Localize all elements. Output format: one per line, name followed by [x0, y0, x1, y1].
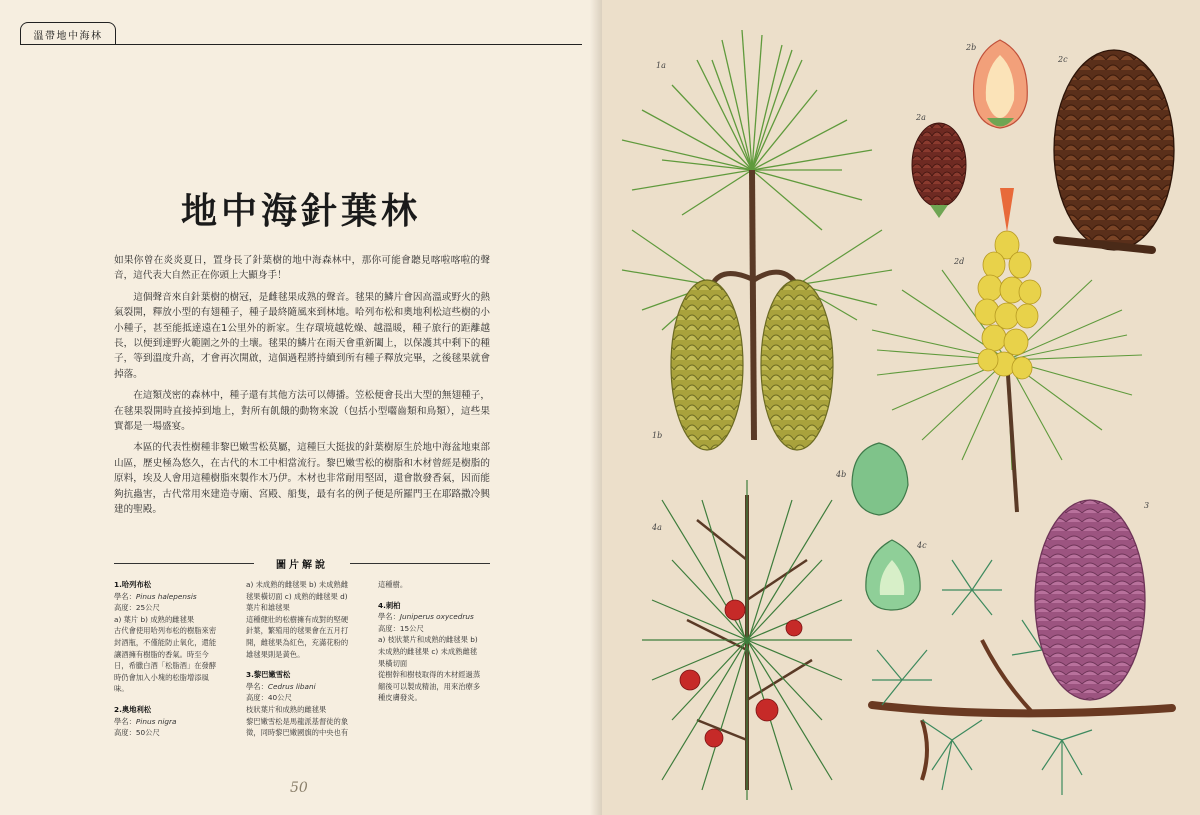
caption-text: 這種健壯的松樹擁有成對的堅硬	[246, 614, 349, 624]
caption-text: 葉片和雄毬果	[246, 603, 290, 613]
plate-2a-cone	[912, 123, 966, 207]
caption-text: 種皮膚發炎。	[378, 693, 422, 703]
caption-column-2	[246, 579, 368, 739]
caption-text: a) 葉片 b) 成熟的雌毬果	[114, 614, 195, 624]
caption-text: 開，雌毬果為紅色，充滿花粉的	[246, 637, 349, 647]
plate-label-4c: 4c	[917, 541, 927, 550]
caption-text: 學名：	[114, 716, 136, 726]
caption-text: 2.奧地利松	[114, 704, 152, 714]
page-number: 50	[290, 780, 308, 796]
plate-label-2c: 2c	[1058, 55, 1068, 64]
caption-text: 果橫切面	[378, 658, 408, 668]
plate-2b-cross-section	[974, 40, 1028, 128]
plate-label-2d: 2d	[954, 257, 965, 266]
plate-4b-cone	[852, 443, 908, 515]
caption-heading-label: 圖片解說	[276, 560, 328, 571]
caption-text: 讓酒擁有樹脂的香氣。時至今	[114, 649, 209, 659]
plate-2d-red-tip	[1000, 188, 1014, 232]
caption-text: 餾後可以製成精油，用來治療多	[378, 681, 481, 691]
caption-line	[114, 672, 236, 684]
caption-text: 高度：15公尺	[378, 623, 424, 633]
body-paragraph-2: 這個聲音來自針葉樹的樹冠，是雌毬果成熟的聲音。毬果的鱗片會因高溫或野火的熱氣裂開，釋放小型的有翅種子，種子最終隨風來到林地。哈列布松和奧地利松這些樹的小小種子，甚至能抵達遠在1公里外的新家。生存環境越乾燥、越溫暖，種子旅行的距離越長，以便到達野火範圍之外的土壤。毬果的鱗片在雨天會重新闔上，以保護其中剩下的種子，等到溫度升高，才會再次開啟，這個過程將持續到所有種子釋放完畢，之後毬果就會掉落。	[114, 291, 490, 380]
caption-line	[114, 637, 236, 649]
caption-text: 學名：	[378, 612, 400, 622]
caption-text: 雄毬果則是黃色。	[246, 649, 305, 659]
chapter-tab: 溫帶地中海林	[20, 22, 116, 45]
caption-scientific-name: Cedrus libani	[267, 681, 316, 691]
caption-line	[114, 683, 236, 695]
page-title: 地中海針葉林	[180, 190, 421, 232]
body-paragraph-1: 如果你曾在炎炎夏日，置身長了針葉樹的地中海森林中，那你可能會聽見喀啦喀啦的聲音，這代表大自然正在你頭上大顯身手！	[114, 255, 490, 282]
caption-line	[246, 727, 368, 739]
plate-3-cedar-cone	[1035, 500, 1145, 700]
plate-2a-stem	[930, 205, 948, 218]
caption-text: a) 枝狀葉片和成熟的雌毬果 b)	[378, 635, 478, 645]
body-text	[114, 253, 490, 524]
caption-species-heading	[246, 669, 368, 681]
caption-scientific-name: Juniperus oxycedrus	[399, 612, 474, 622]
caption-line	[378, 669, 490, 681]
caption-line	[378, 623, 490, 635]
plate-label-2b: 2b	[966, 43, 977, 52]
plate-1a-needles	[622, 30, 872, 230]
plate-1b-cone-right	[761, 280, 833, 450]
caption-line	[246, 692, 368, 704]
plate-2d-stem	[1007, 360, 1017, 512]
caption-text: 學名：	[246, 681, 268, 691]
plate-label-4b: 4b	[836, 470, 847, 479]
caption-text: 枝狀葉片和成熟的雌毬果	[246, 704, 327, 714]
caption-text: 徵，同時黎巴嫩國旗的中央也有	[246, 728, 349, 738]
caption-species-heading	[114, 579, 236, 591]
caption-text: 針葉，繁殖用的毬果會在五月打	[246, 626, 349, 636]
caption-line	[378, 611, 490, 623]
caption-text: 未成熟的雌毬果 c) 未成熟雌毬	[378, 646, 478, 656]
caption-line	[114, 716, 236, 728]
caption-line	[246, 637, 368, 649]
caption-line	[114, 727, 236, 739]
plate-2d-pollen-cones	[975, 231, 1041, 379]
body-paragraph-4: 本區的代表性樹種非黎巴嫩雪松莫屬，這種巨大挺拔的針葉樹原生於地中海盆地東部山區，歷史極為悠久，在古代的木工中相當流行。黎巴嫩雪松的樹脂和木材曾經是樹脂的原料，埃及人會用這種樹脂來製作木乃伊。木材也非常耐用堅固，還會散發香氣，因而能夠抗蟲害，古代常用來建造寺廟、宮殿、船隻，最有名的例子便是所羅門王在耶路撒冷興建的聖殿。	[114, 442, 490, 516]
plate-1b-cone-left	[671, 280, 743, 450]
caption-line	[114, 625, 236, 637]
plate-4a-branch	[642, 480, 852, 800]
caption-species-heading	[114, 704, 236, 716]
plate-label-1a: 1a	[656, 61, 666, 70]
caption-scientific-name: Pinus halepensis	[135, 591, 197, 601]
plate-4a-berries	[680, 600, 802, 747]
caption-line	[114, 602, 236, 614]
caption-column-1	[114, 579, 236, 739]
caption-line	[378, 658, 490, 670]
botanical-illustration	[602, 0, 1200, 815]
caption-line	[246, 625, 368, 637]
caption-line	[378, 646, 490, 658]
plate-label-1b: 1b	[652, 431, 663, 440]
caption-line	[114, 649, 236, 661]
caption-text: 毬果橫切面 c) 成熟的雌毬果 d)	[246, 591, 348, 601]
caption-text: 時仍會加入小塊的松脂增添風	[114, 672, 209, 682]
plate-label-4a: 4a	[652, 523, 662, 532]
caption-text: 學名：	[114, 591, 136, 601]
caption-line	[246, 602, 368, 614]
plate-2c-cone	[1054, 50, 1174, 250]
caption-heading	[114, 557, 490, 569]
caption-line	[378, 692, 490, 704]
caption-text: 黎巴嫩雪松是馬龍派基督徒的象	[246, 716, 349, 726]
caption-spacer	[114, 695, 236, 704]
caption-text: 高度：40公尺	[246, 693, 292, 703]
caption-line	[246, 704, 368, 716]
caption-text: 這種樹。	[378, 580, 408, 589]
caption-scientific-name: Pinus nigra	[135, 716, 177, 726]
caption-text: 高度：50公尺	[114, 728, 160, 738]
caption-line	[246, 579, 368, 591]
plate-label-3: 3	[1144, 501, 1150, 510]
caption-spacer	[378, 591, 490, 600]
caption-line	[246, 591, 368, 603]
caption-spacer	[246, 660, 368, 669]
caption-text: 味。	[114, 684, 129, 694]
caption-line	[114, 591, 236, 603]
right-page-plate	[602, 0, 1200, 815]
header-rule	[20, 44, 582, 45]
caption-line	[114, 614, 236, 626]
caption-line	[114, 660, 236, 672]
caption-text: 1.哈列布松	[114, 580, 152, 589]
caption-line	[246, 716, 368, 728]
caption-text: 4.刺柏	[378, 600, 401, 610]
caption-column-3	[378, 579, 490, 704]
caption-text: a) 未成熟的雌毬果 b) 未成熟雌	[246, 580, 349, 589]
caption-line	[246, 681, 368, 693]
caption-species-heading	[378, 600, 490, 612]
caption-line	[378, 579, 490, 591]
caption-line	[378, 681, 490, 693]
caption-text: 高度：25公尺	[114, 603, 160, 613]
caption-line	[378, 634, 490, 646]
caption-text: 封酒瓶，不僅能防止氧化，還能	[114, 637, 217, 647]
caption-text: 3.黎巴嫩雪松	[246, 670, 291, 680]
plate-1b-branch	[622, 170, 892, 440]
caption-text: 從樹幹和樹枝取得的木材經過蒸	[378, 670, 481, 680]
plate-label-2a: 2a	[916, 113, 926, 122]
body-paragraph-3: 在這類茂密的森林中，種子還有其他方法可以傳播。笠松便會長出大型的無翅種子，在毬果裂開時直接掉到地上，對所有飢餓的動物來說（包括小型囓齒類和鳥類），這些果實都是一場盛宴。	[114, 390, 490, 433]
caption-text: 日，希臘白酒「松脂酒」在發酵	[114, 661, 217, 671]
caption-text: 古代會使用哈列布松的樹脂來密	[114, 626, 217, 636]
caption-line	[246, 649, 368, 661]
caption-line	[246, 614, 368, 626]
